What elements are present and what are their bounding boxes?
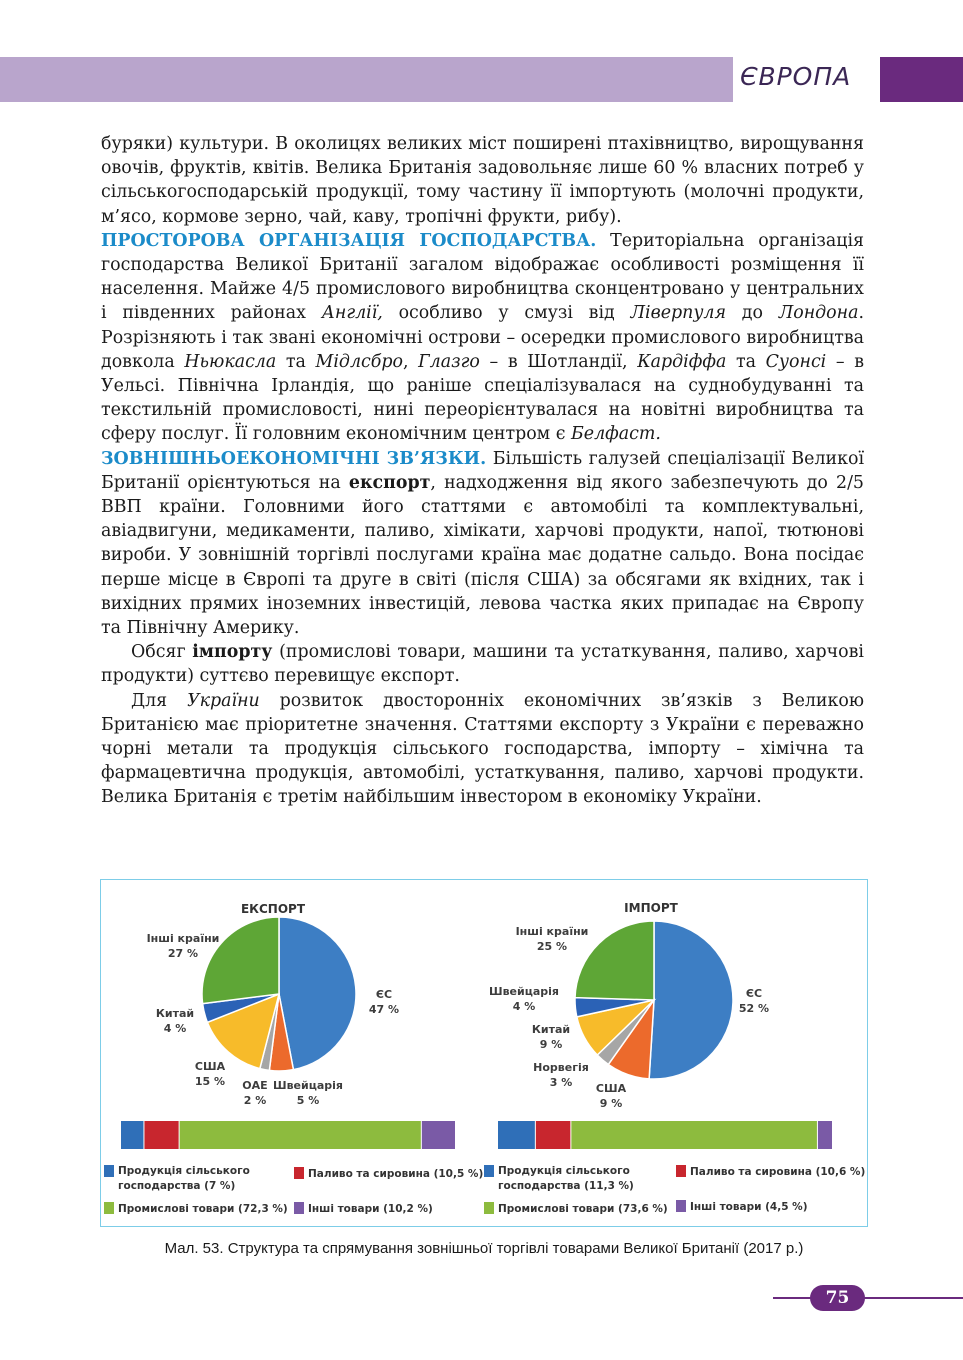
import-label-china: Китай <box>531 1023 571 1036</box>
place-belfast: Белфаст. <box>571 424 661 445</box>
export-value-uae: 2 % <box>243 1094 267 1107</box>
place-ukraine: України <box>187 690 260 711</box>
heading-foreign-economic: ЗОВНІШНЬОЕКОНОМІЧНІ ЗВ’ЯЗКИ. <box>101 448 487 469</box>
text-run: . Розрізняють і так звані економічні острови – осередки промислового виробництва довкола <box>101 303 865 372</box>
import-value-norway: 3 % <box>549 1076 573 1089</box>
paragraph-foreign-economic <box>101 447 864 641</box>
export-chart-title: ЕКСПОРТ <box>240 902 306 916</box>
heading-spatial-organization: ПРОСТОРОВА ОРГАНІЗАЦІЯ ГОСПОДАРСТВА. <box>101 230 597 251</box>
body-text <box>101 132 864 810</box>
import-label-switzerland: Швейцарія <box>488 985 560 998</box>
place-swansea: Суонсі <box>765 351 827 372</box>
export-label-china: Китай <box>155 1007 195 1020</box>
place-england: Англії, <box>321 303 383 324</box>
place-glasgow: Глазго <box>418 351 480 372</box>
export-bar-segment-2 <box>180 1121 421 1149</box>
legend-right-other: Інші товари (4,5 %) <box>690 1201 808 1213</box>
legend-right-fuel: Паливо та сировина (10,6 %) <box>690 1166 866 1178</box>
paragraph-ukraine <box>101 689 864 810</box>
import-label-other: Інші країни <box>515 925 589 938</box>
export-value-eu: 47 % <box>368 1003 400 1016</box>
text-run: , <box>402 351 419 372</box>
figure-caption: Мал. 53. Структура та спрямування зовнішньої торгівлі товарами Великої Британії (2017 р.) <box>164 1240 804 1257</box>
import-pie-chart <box>575 921 733 1079</box>
import-value-switzerland: 4 % <box>512 1000 536 1013</box>
text-run: Територіальна організація господарства Великої Британії загалом відображає особливості розміщення її населення. Майже 4/5 промислового виробництва сконцентровано у центральних і південних районах <box>101 230 864 324</box>
import-label-usa: США <box>595 1082 627 1095</box>
export-label-usa: США <box>194 1060 226 1073</box>
import-bar-segment-1 <box>536 1121 571 1149</box>
export-label-uae: ОАЕ <box>242 1079 268 1092</box>
text-run: – в Шотландії, <box>479 351 638 372</box>
import-label-eu: ЄС <box>745 987 763 1000</box>
term-export: експорт <box>348 472 431 493</box>
text-run: – в Уельсі. Північна Ірландія, що раніше спеціалізувалася на суднобудуванні та текстильній промисловості, нині переорієнтувалася на новітні виробництва та сферу послуг. Її головним економічним центром є <box>101 351 865 445</box>
legend-left-fuel: Паливо та сировина (10,5 %) <box>308 1168 484 1180</box>
import-pie-slice-0 <box>649 921 733 1079</box>
header-accent-block <box>880 57 963 102</box>
text-run: та <box>276 351 316 372</box>
legend-left-agri-2: господарства (7 %) <box>118 1180 236 1192</box>
paragraph-agriculture: буряки) культури. В околицях великих міст поширені птахівництво, вирощування овочів, фруктів, квітів. Велика Британія задовольняє лише 60 % власних потреб у сільськогосподарській продукції, тому частину її імпортують (молочні продукти, м’ясо, кормове зерно, чай, каву, тропічні фрукти, рибу). <box>101 134 864 227</box>
export-pie-slice-0 <box>279 917 356 1070</box>
export-bar-segment-1 <box>144 1121 178 1149</box>
legend-right-agri-1: Продукція сільського <box>498 1165 630 1177</box>
text-run: розвиток двосторонніх економічних зв’язків з Великою Британією має пріоритетне значення. Статтями експорту з України є переважно чорні метали та продукція сільського господарства, імпорту – хімічна та фармацевтична продукція, автомобілі, устаткування, паливо, харчові продукти. Велика Британія є третім найбільшим інвестором в економіку України. <box>101 690 865 808</box>
page-number: 75 <box>810 1285 865 1311</box>
place-london: Лондона <box>778 303 859 324</box>
import-value-other: 25 % <box>536 940 568 953</box>
place-newcastle: Ньюкасла <box>184 351 277 372</box>
import-value-china: 9 % <box>539 1038 563 1051</box>
place-cardiff: Кардіффа <box>637 351 727 372</box>
export-bar-segment-0 <box>121 1121 143 1149</box>
export-value-china: 4 % <box>163 1022 187 1035</box>
text-run: , надходження від якого забезпечують до 2/5 ВВП країни. Головними його статтями є автомобілі та комплектувальні, авіадвигуни, медикаменти, паливо, хімікати, харчові продукти, напої, тютюнові вироби. У зовнішній торгівлі послугами країна має додатне сальдо. Вона посідає перше місце в Європі та друге в світі (після США) за обсягами як вхідних, так і вихідних прямих іноземних інвестицій, левова частка яких припадає на Європу та Північну Америку. <box>101 472 864 639</box>
legend-left-other: Інші товари (10,2 %) <box>308 1203 433 1215</box>
text-run: (промислові товари, машини та устаткування, паливо, харчові продукти) суттєво перевищує експорт. <box>101 642 864 687</box>
legend-swatch-other <box>676 1200 686 1212</box>
legend-right-agri-2: господарства (11,3 %) <box>498 1180 634 1192</box>
import-bar-segment-3 <box>818 1121 832 1149</box>
import-label-norway: Норвегія <box>533 1061 589 1074</box>
place-middlesbrough: Мідлсбро <box>315 351 403 372</box>
text-run: та <box>726 351 766 372</box>
legend-left-industrial: Промислові товари (72,3 %) <box>118 1203 288 1215</box>
export-pie-slice-5 <box>202 917 279 1004</box>
paragraph-spatial-organization <box>101 229 864 447</box>
legend-left-agri-1: Продукція сільського <box>118 1165 250 1177</box>
import-goods-bar <box>498 1121 832 1149</box>
text-run: до <box>726 303 779 324</box>
export-bar-segment-3 <box>422 1121 455 1149</box>
header-band <box>0 57 733 102</box>
export-label-eu: ЄС <box>375 988 393 1001</box>
export-value-switzerland: 5 % <box>296 1094 320 1107</box>
place-liverpool: Ліверпуля <box>630 303 727 324</box>
export-label-switzerland: Швейцарія <box>272 1079 344 1092</box>
legend-right-industrial: Промислові товари (73,6 %) <box>498 1203 668 1215</box>
legend-swatch-industrial <box>104 1202 114 1214</box>
export-value-other: 27 % <box>167 947 199 960</box>
legend-swatch-industrial <box>484 1202 494 1214</box>
legend-swatch-agri <box>484 1165 494 1177</box>
import-bar-segment-0 <box>498 1121 535 1149</box>
legend-swatch-agri <box>104 1165 114 1177</box>
legend-swatch-other <box>294 1202 304 1214</box>
legend-swatch-fuel <box>676 1165 686 1177</box>
legend-swatch-fuel <box>294 1167 304 1179</box>
import-value-usa: 9 % <box>599 1097 623 1110</box>
figure-trade-structure <box>100 879 868 1227</box>
export-goods-bar <box>121 1121 455 1149</box>
figure-graphic <box>101 880 867 1226</box>
page-number-rule <box>773 1297 963 1299</box>
import-chart-title: ІМПОРТ <box>624 901 678 915</box>
export-pie-chart <box>202 917 356 1071</box>
export-label-other: Інші країни <box>146 932 220 945</box>
paragraph-import <box>101 640 864 688</box>
section-title: ЄВРОПА <box>740 62 852 91</box>
export-value-usa: 15 % <box>194 1075 226 1088</box>
text-run: Більшість галузей спеціалізації Великої Британії орієнтуються на <box>101 448 864 493</box>
term-import: імпорту <box>192 642 273 663</box>
import-value-eu: 52 % <box>738 1002 770 1015</box>
text-run: особливо у смузі від <box>382 303 631 324</box>
text-run: Обсяг <box>131 642 193 663</box>
text-run: Для <box>131 690 188 711</box>
import-bar-segment-2 <box>571 1121 817 1149</box>
